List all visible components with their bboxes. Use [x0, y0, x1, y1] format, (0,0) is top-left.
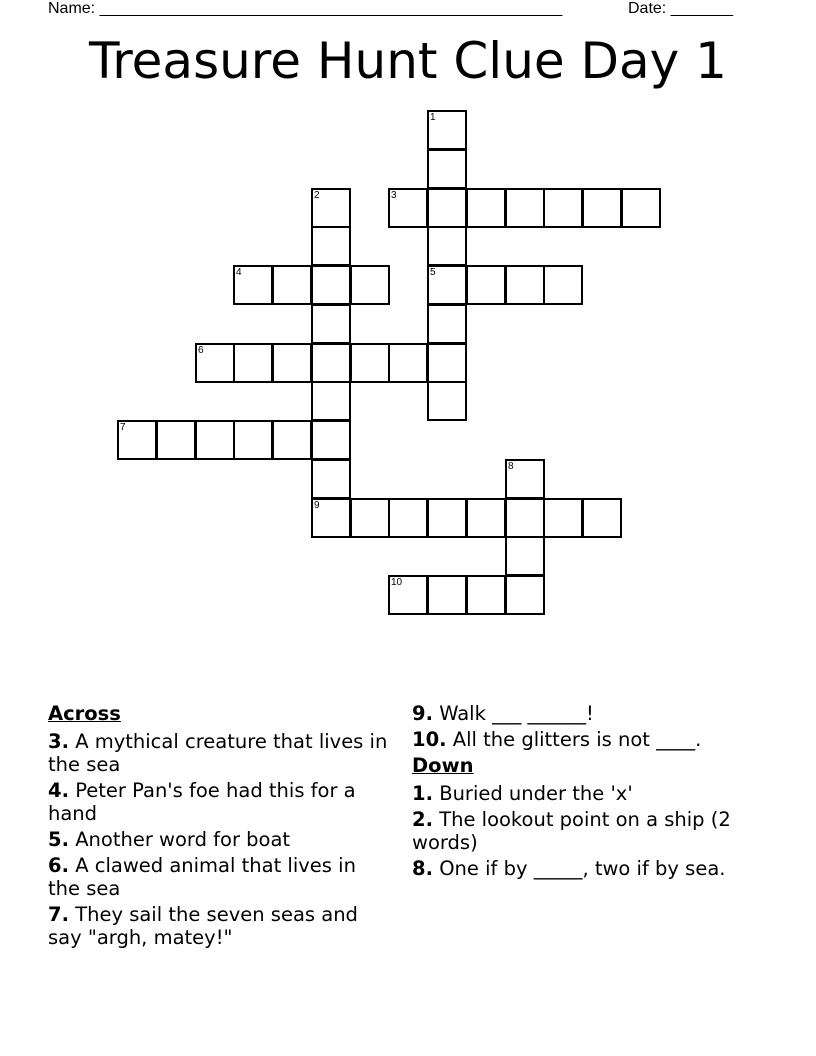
clue-text: Buried under the 'x' — [439, 782, 633, 805]
clue-text: Another word for boat — [75, 828, 291, 851]
clue-text: A mythical creature that lives in the sea — [48, 730, 388, 776]
clue-down-1 — [412, 782, 772, 805]
crossword-cell[interactable] — [311, 304, 351, 344]
cell-number: 10 — [391, 577, 403, 588]
clue-text: Walk ___ ______! — [439, 702, 594, 725]
crossword-cell[interactable] — [505, 498, 545, 538]
clue-number: 7. — [48, 903, 69, 926]
clue-text: One if by _____, two if by sea. — [439, 857, 726, 880]
crossword-cell[interactable] — [311, 420, 351, 460]
page-title: Treasure Hunt Clue Day 1 — [89, 32, 727, 90]
clue-text: A clawed animal that lives in the sea — [48, 854, 356, 900]
crossword-cell[interactable] — [466, 498, 506, 538]
crossword-cell[interactable] — [505, 265, 545, 305]
down-heading: Down — [412, 754, 474, 777]
clue-text: The lookout point on a ship (2 words) — [412, 808, 731, 854]
cell-number: 8 — [508, 461, 514, 472]
clue-number: 6. — [48, 854, 69, 877]
crossword-cell[interactable] — [427, 304, 467, 344]
crossword-cell[interactable] — [505, 188, 545, 228]
crossword-cell[interactable] — [582, 498, 622, 538]
crossword-cell[interactable] — [350, 265, 390, 305]
date-field: Date: _______ — [628, 0, 733, 17]
cell-number: 2 — [314, 190, 320, 201]
crossword-cell[interactable] — [272, 265, 312, 305]
clue-across-9 — [412, 702, 772, 725]
clues-right-column — [412, 702, 772, 883]
clue-across-7 — [48, 903, 388, 949]
crossword-cell[interactable] — [233, 343, 273, 383]
crossword-cell[interactable] — [543, 498, 583, 538]
crossword-cell[interactable] — [427, 575, 467, 615]
crossword-cell[interactable] — [427, 226, 467, 266]
name-field: Name: ____________________________________________________ — [48, 0, 563, 17]
crossword-cell[interactable] — [350, 498, 390, 538]
crossword-cell[interactable] — [195, 420, 235, 460]
cell-number: 4 — [236, 267, 242, 278]
crossword-cell[interactable] — [311, 265, 351, 305]
crossword-cell[interactable] — [427, 265, 467, 305]
crossword-cell[interactable] — [505, 575, 545, 615]
crossword-cell[interactable] — [466, 188, 506, 228]
crossword-cell[interactable] — [311, 188, 351, 228]
clue-down-8 — [412, 857, 772, 880]
crossword-cell[interactable] — [156, 420, 196, 460]
clue-text: They sail the seven seas and say "argh, matey!" — [48, 903, 358, 949]
crossword-cell[interactable] — [388, 498, 428, 538]
crossword-cell[interactable] — [505, 536, 545, 576]
clue-number: 2. — [412, 808, 433, 831]
crossword-cell[interactable] — [466, 265, 506, 305]
clue-across-4 — [48, 779, 388, 825]
clue-text: Peter Pan's foe had this for a hand — [48, 779, 356, 825]
crossword-cell[interactable] — [427, 498, 467, 538]
clue-down-2 — [412, 808, 772, 854]
crossword-cell[interactable] — [388, 343, 428, 383]
crossword-cell[interactable] — [466, 575, 506, 615]
crossword-cell[interactable] — [311, 381, 351, 421]
crossword-cell[interactable] — [388, 188, 428, 228]
crossword-cell[interactable] — [350, 343, 390, 383]
crossword-cell[interactable] — [427, 149, 467, 189]
crossword-cell[interactable] — [388, 575, 428, 615]
clue-across-5 — [48, 828, 388, 851]
crossword-cell[interactable] — [582, 188, 622, 228]
crossword-cell[interactable] — [427, 381, 467, 421]
crossword-cell[interactable] — [117, 420, 157, 460]
crossword-cell[interactable] — [272, 420, 312, 460]
across-heading: Across — [48, 702, 121, 725]
crossword-cell[interactable] — [233, 420, 273, 460]
crossword-cell[interactable] — [621, 188, 661, 228]
crossword-cell[interactable] — [505, 459, 545, 499]
clue-number: 8. — [412, 857, 433, 880]
cell-number: 6 — [198, 345, 204, 356]
clue-text: All the glitters is not ____. — [452, 728, 702, 751]
clue-number: 5. — [48, 828, 69, 851]
clues-left-column — [48, 702, 388, 952]
clue-number: 10. — [412, 728, 447, 751]
crossword-cell[interactable] — [195, 343, 235, 383]
crossword-cell[interactable] — [233, 265, 273, 305]
clue-number: 3. — [48, 730, 69, 753]
clue-number: 9. — [412, 702, 433, 725]
cell-number: 5 — [430, 267, 436, 278]
crossword-cell[interactable] — [543, 265, 583, 305]
crossword-cell[interactable] — [427, 188, 467, 228]
cell-number: 3 — [391, 190, 397, 201]
crossword-cell[interactable] — [427, 110, 467, 150]
cell-number: 9 — [314, 500, 320, 511]
cell-number: 1 — [430, 112, 436, 123]
cell-number: 7 — [120, 422, 126, 433]
clue-number: 1. — [412, 782, 433, 805]
crossword-cell[interactable] — [311, 343, 351, 383]
clue-number: 4. — [48, 779, 69, 802]
crossword-cell[interactable] — [311, 498, 351, 538]
clue-across-3 — [48, 730, 388, 776]
crossword-cell[interactable] — [311, 459, 351, 499]
clue-across-10 — [412, 728, 772, 751]
clue-across-6 — [48, 854, 388, 900]
crossword-cell[interactable] — [543, 188, 583, 228]
crossword-cell[interactable] — [427, 343, 467, 383]
crossword-cell[interactable] — [272, 343, 312, 383]
crossword-cell[interactable] — [311, 226, 351, 266]
